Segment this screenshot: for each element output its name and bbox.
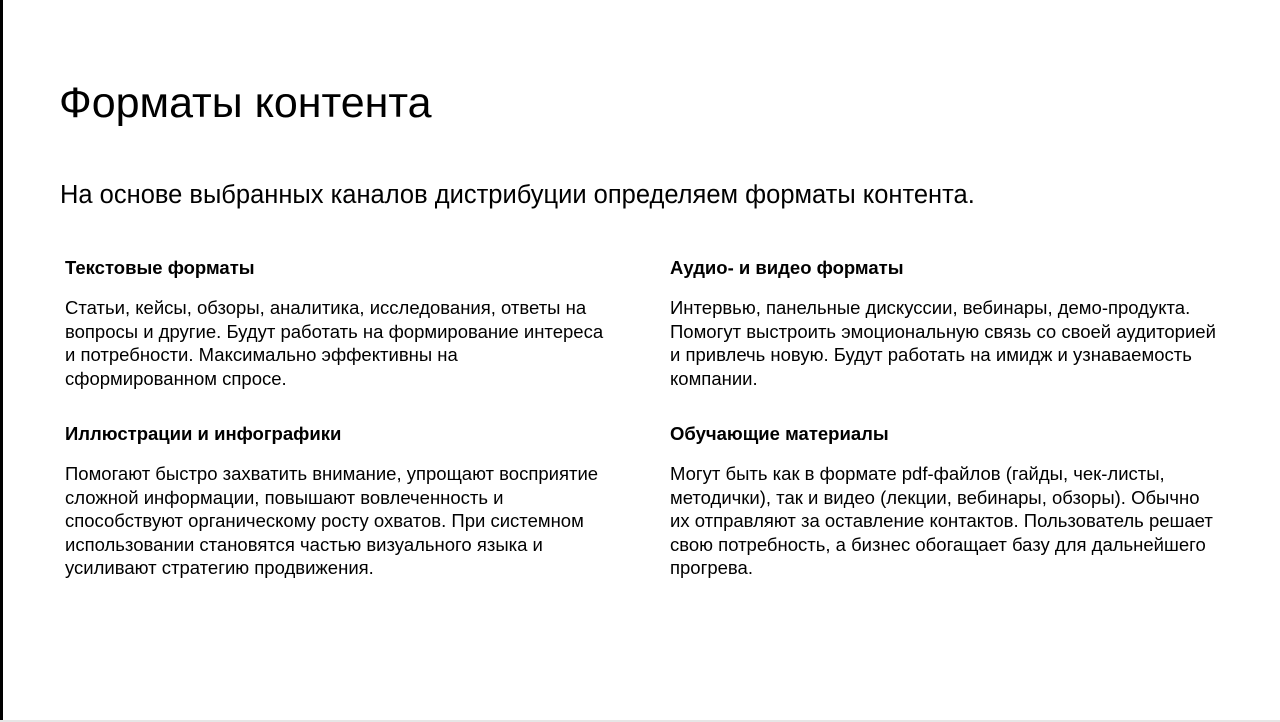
text-line: их отправляют за оставление контактов. Пользователь решает	[670, 510, 1213, 531]
slide-left-border	[0, 0, 3, 722]
text-line: Интервью, панельные дискуссии, вебинары, демо-продукта.	[670, 297, 1191, 318]
learning-materials-heading: Обучающие материалы	[670, 423, 889, 444]
text-line: свою потребность, а бизнес обогащает базу для дальнейшего	[670, 533, 1206, 555]
text-line: методички), так и видео (лекции, вебинары, обзоры). Обычно	[670, 486, 1200, 508]
text-formats-heading: Текстовые форматы	[65, 257, 255, 278]
text-line: сложной информации, повышают вовлеченность и	[65, 486, 504, 508]
slide-title: Форматы контента	[59, 79, 432, 127]
text-line: Могут быть как в формате pdf-файлов (гайды, чек-листы,	[670, 463, 1165, 484]
text-formats-description	[65, 296, 645, 390]
text-line: и потребности. Максимально эффективны на	[65, 344, 458, 365]
text-line: и привлечь новую. Будут работать на имидж и узнаваемость	[670, 344, 1192, 365]
text-line: прогрева.	[670, 557, 753, 578]
text-line: Помогают быстро захватить внимание, упрощают восприятие	[65, 463, 599, 484]
audio-video-formats-description	[670, 296, 1260, 390]
slide-subtitle: На основе выбранных каналов дистрибуции определяем форматы контента.	[60, 181, 975, 209]
text-line: Помогут выстроить эмоциональную связь со своей аудиторией	[670, 320, 1216, 342]
text-line: вопросы и другие. Будут работать на формирование интереса	[65, 320, 604, 342]
text-line: способствуют органическому росту охватов. При системном	[65, 510, 584, 531]
text-line: использовании становятся частью визуального языка и	[65, 533, 543, 555]
audio-video-formats-block	[670, 256, 1260, 390]
text-line: компании.	[670, 367, 758, 389]
text-line: Статьи, кейсы, обзоры, аналитика, исследования, ответы на	[65, 297, 587, 318]
audio-video-formats-heading: Аудио- и видео форматы	[670, 257, 904, 278]
illustrations-block	[65, 422, 645, 580]
learning-materials-description	[670, 462, 1260, 580]
text-formats-block	[65, 256, 645, 390]
illustrations-description	[65, 462, 645, 580]
illustrations-heading: Иллюстрации и инфографики	[65, 423, 342, 444]
text-line: сформированном спросе.	[65, 367, 287, 389]
text-line: усиливают стратегию продвижения.	[65, 557, 374, 578]
learning-materials-block	[670, 422, 1260, 580]
